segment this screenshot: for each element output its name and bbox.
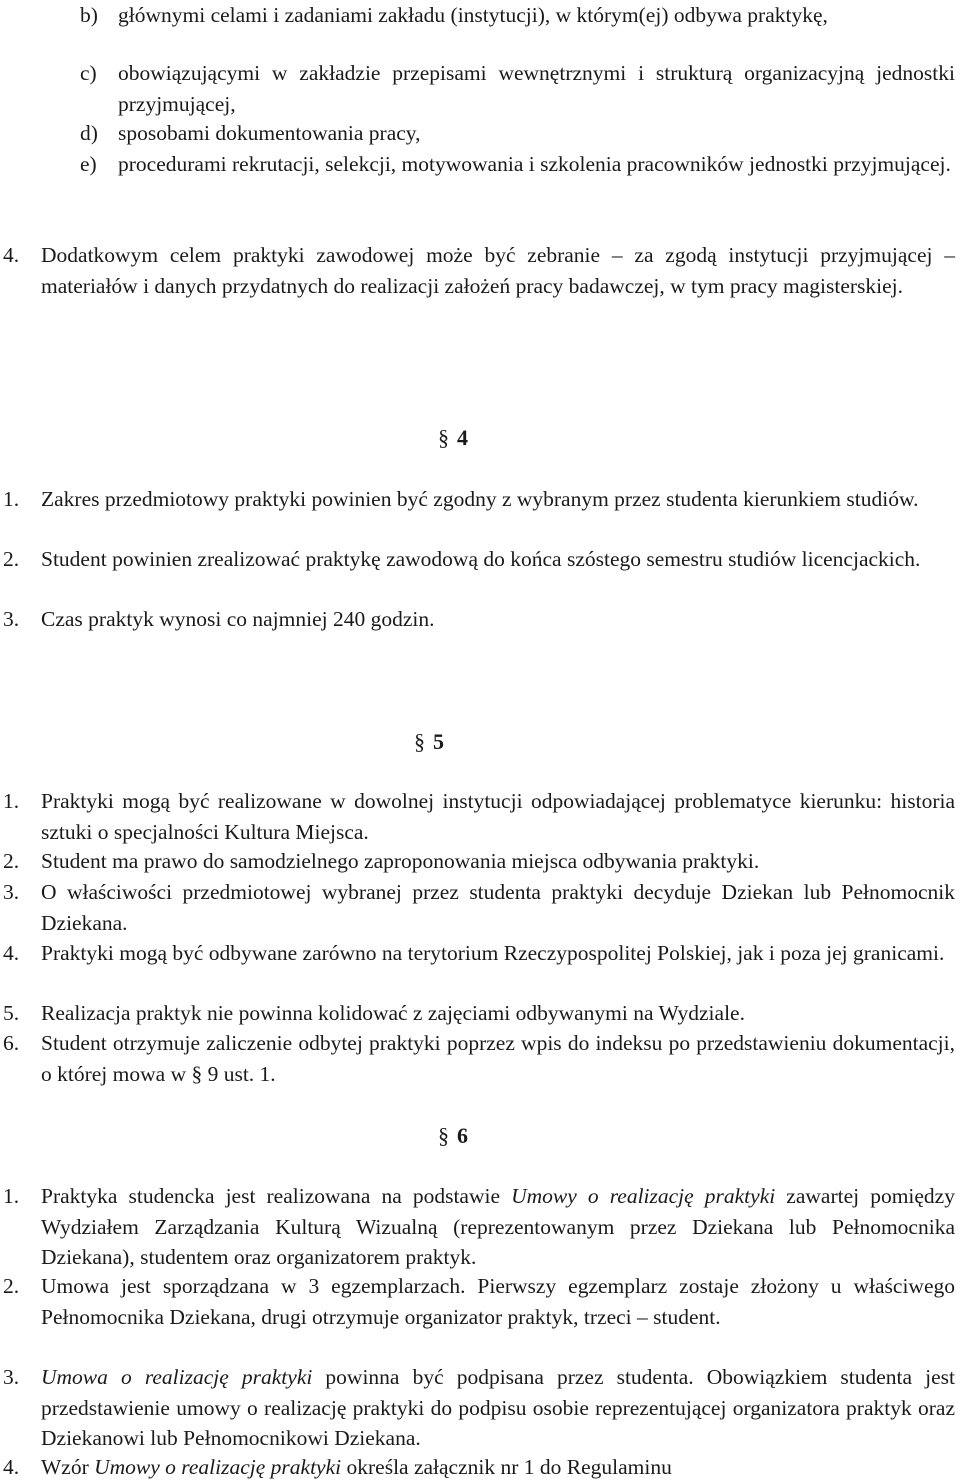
section-symbol: § bbox=[438, 1123, 449, 1148]
paragraph-point-4 bbox=[0, 240, 955, 301]
text-run: określa załącznik nr 1 do Regulaminu bbox=[341, 1455, 672, 1479]
list-marker: e) bbox=[80, 152, 97, 176]
list-marker: 2. bbox=[3, 1274, 20, 1298]
text-run: powinna być podpisana przez studenta. Obowiązkiem studenta jest przedstawienie umowy o realizację praktyki do podpisu osobie reprezentującej organizatora praktyk oraz Dziekanowi lub Pełnomocnikowi Dziekana. bbox=[41, 1365, 955, 1450]
list-item bbox=[0, 998, 955, 1029]
section-heading-6 bbox=[438, 1121, 468, 1151]
list-item bbox=[0, 1452, 955, 1483]
list-item-text: głównymi celami i zadaniami zakładu (instytucji), w którym(ej) odbywa praktykę, bbox=[118, 3, 828, 27]
list-item-text bbox=[41, 1181, 955, 1273]
list-item bbox=[0, 786, 955, 847]
list-marker: 4. bbox=[3, 941, 20, 965]
list-item-text: Czas praktyk wynosi co najmniej 240 godzin. bbox=[41, 607, 435, 631]
document-title-italic: Umowy o realizację praktyki bbox=[94, 1455, 342, 1479]
list-item-text: O właściwości przedmiotowej wybranej przez studenta praktyki decyduje Dziekan lub Pełnomocnik Dziekana. bbox=[41, 880, 955, 935]
list-item bbox=[0, 149, 955, 180]
list-marker: b) bbox=[80, 3, 98, 27]
list-item bbox=[0, 484, 955, 515]
list-item-text: Zakres przedmiotowy praktyki powinien być zgodny z wybranym przez studenta kierunkiem studiów. bbox=[41, 487, 919, 511]
list-item-text: obowiązującymi w zakładzie przepisami wewnętrznymi i strukturą organizacyjną jednostki przyjmującej, bbox=[118, 61, 955, 116]
list-item-text bbox=[41, 1452, 955, 1483]
list-marker: d) bbox=[80, 121, 98, 145]
list-item-text: Praktyki mogą być realizowane w dowolnej instytucji odpowiadającej problematyce kierunku: historia sztuki o specjalności Kultura Miejsca. bbox=[41, 789, 955, 844]
list-item-text: Dodatkowym celem praktyki zawodowej może być zebranie – za zgodą instytucji przyjmującej – materiałów i danych przydatnych do realizacji założeń pracy badawczej, w tym pracy magisterskiej. bbox=[41, 243, 955, 298]
text-run: Praktyka studencka jest realizowana na podstawie bbox=[41, 1184, 512, 1208]
list-item bbox=[0, 1271, 955, 1332]
document-title-italic: Umowa o realizację praktyki bbox=[41, 1365, 313, 1389]
section-heading-5 bbox=[414, 727, 444, 757]
list-item-text: Umowa jest sporządzana w 3 egzemplarzach. Pierwszy egzemplarz zostaje złożony u właściwego Pełnomocnika Dziekana, drugi otrzymuje organizator praktyk, trzeci – student. bbox=[41, 1274, 955, 1329]
list-item-text: Student ma prawo do samodzielnego zaproponowania miejsca odbywania praktyki. bbox=[41, 849, 760, 873]
list-marker: 1. bbox=[3, 1184, 20, 1208]
text-run: zawartej pomiędzy Wydziałem Zarządzania Kulturą Wizualną (reprezentowanym przez Dziekana lub Pełnomocnika Dziekana), studentem oraz organizatorem praktyk. bbox=[41, 1184, 955, 1269]
list-marker: 4. bbox=[3, 1455, 20, 1479]
list-item-text: procedurami rekrutacji, selekcji, motywowania i szkolenia pracowników jednostki przyjmującej. bbox=[118, 152, 951, 176]
list-item bbox=[0, 118, 955, 149]
list-marker: 6. bbox=[3, 1031, 20, 1055]
list-marker: 3. bbox=[3, 880, 20, 904]
list-item bbox=[0, 1181, 955, 1273]
list-marker: 5. bbox=[3, 1001, 20, 1025]
list-marker: 4. bbox=[3, 243, 20, 267]
list-marker: 2. bbox=[3, 849, 20, 873]
list-item bbox=[0, 604, 955, 635]
list-marker: c) bbox=[80, 61, 97, 85]
list-item-text: Student powinien zrealizować praktykę zawodową do końca szóstego semestru studiów licencjackich. bbox=[41, 547, 921, 571]
list-item-text: Student otrzymuje zaliczenie odbytej praktyki poprzez wpis do indeksu po przedstawieniu dokumentacji, o której mowa w § 9 ust. 1. bbox=[41, 1031, 955, 1086]
section-number: 4 bbox=[457, 425, 468, 450]
list-item-text: sposobami dokumentowania pracy, bbox=[118, 121, 421, 145]
list-item bbox=[0, 846, 955, 877]
list-marker: 3. bbox=[3, 607, 20, 631]
list-item-text: Realizacja praktyk nie powinna kolidować z zajęciami odbywanymi na Wydziale. bbox=[41, 1001, 745, 1025]
list-marker: 1. bbox=[3, 487, 20, 511]
section-symbol: § bbox=[414, 729, 425, 754]
section-symbol: § bbox=[438, 425, 449, 450]
section-heading-4 bbox=[438, 423, 468, 453]
list-item bbox=[0, 938, 955, 969]
text-run: Wzór bbox=[41, 1455, 95, 1479]
section-number: 5 bbox=[433, 729, 444, 754]
list-marker: 3. bbox=[3, 1365, 20, 1389]
list-item bbox=[0, 1028, 955, 1089]
list-item-text: Praktyki mogą być odbywane zarówno na terytorium Rzeczypospolitej Polskiej, jak i poza jej granicami. bbox=[41, 941, 945, 965]
list-item bbox=[0, 58, 955, 119]
document-title-italic: Umowy o realizację praktyki bbox=[511, 1184, 776, 1208]
list-marker: 2. bbox=[3, 547, 20, 571]
list-item bbox=[0, 544, 955, 575]
list-item-text bbox=[41, 1362, 955, 1454]
list-item bbox=[0, 0, 955, 31]
list-item bbox=[0, 877, 955, 938]
list-item bbox=[0, 1362, 955, 1454]
section-number: 6 bbox=[457, 1123, 468, 1148]
list-marker: 1. bbox=[3, 789, 20, 813]
